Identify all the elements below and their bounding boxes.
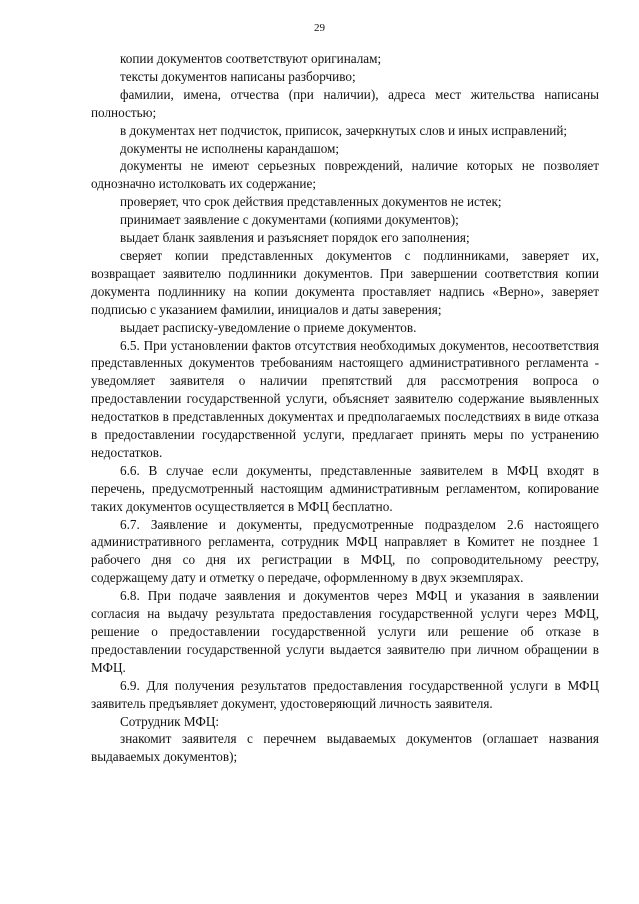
paragraph: документы не имеют серьезных повреждений, наличие которых не позволяет однозначно истолковать их содержание; <box>91 158 599 192</box>
paragraph: проверяет, что срок действия представленных документов не истек; <box>120 194 502 210</box>
paragraph: 6.7. Заявление и документы, предусмотренные подразделом 2.6 настоящего административного регламента, сотрудник МФЦ направляет в Комитет не позднее 1 рабочего дня со дня их регистрации в МФЦ, по сопроводительному реестру, содержащему дату и отметку о передаче, оформленному в двух экземплярах. <box>91 516 599 586</box>
paragraph: фамилии, имена, отчества (при наличии), адреса мест жительства написаны полностью; <box>91 86 599 120</box>
paragraph: в документах нет подчисток, приписок, зачеркнутых слов и иных исправлений; <box>120 122 568 138</box>
document-body <box>91 50 599 766</box>
paragraph: Сотрудник МФЦ: <box>120 713 220 729</box>
paragraph: копии документов соответствуют оригиналам; <box>120 51 382 66</box>
paragraph: тексты документов написаны разборчиво; <box>120 68 356 84</box>
paragraph: принимает заявление с документами (копиями документов); <box>120 212 459 228</box>
page-number: 29 <box>314 22 325 34</box>
paragraph: знакомит заявителя с перечнем выдаваемых документов (оглашает названия выдаваемых документов); <box>91 731 599 765</box>
paragraph: сверяет копии представленных документов с подлинниками, заверяет их, возвращает заявителю подлинники документов. При завершении соответствия копии документа подлиннику на копии документа проставляет надпись «Верно», заверяет подписью с указанием фамилии, инициалов и даты заверения; <box>91 247 599 317</box>
paragraph: 6.5. При установлении фактов отсутствия необходимых документов, несоответствия представленных документов требованиям настоящего административного регламента - уведомляет заявителя о наличии препятствий для рассмотрения вопроса о предоставлении государственной услуги, объясняет заявителю содержание выявленных недостатков в представленных документах и предполагаемых последствиях в виде отказа в предоставлении государственной услуги, предлагает принять меры по устранению недостатков. <box>91 337 599 460</box>
paragraph: выдает расписку-уведомление о приеме документов. <box>120 319 417 335</box>
paragraph: 6.9. Для получения результатов предоставления государственной услуги в МФЦ заявитель предъявляет документ, удостоверяющий личность заявителя. <box>91 677 599 711</box>
paragraph: 6.8. При подаче заявления и документов через МФЦ и указания в заявлении согласия на выдачу результата предоставления государственной услуги через МФЦ, решение о предоставлении государственной услуги или решение об отказе в предоставлении государственной услуги выдается заявителю при личном обращении в МФЦ. <box>91 588 599 675</box>
paragraph: выдает бланк заявления и разъясняет порядок его заполнения; <box>120 230 470 246</box>
paragraph: документы не исполнены карандашом; <box>120 140 340 156</box>
paragraph: 6.6. В случае если документы, представленные заявителем в МФЦ входят в перечень, предусмотренный настоящим административным регламентом, копирование таких документов осуществляется в МФЦ бесплатно. <box>91 462 599 514</box>
